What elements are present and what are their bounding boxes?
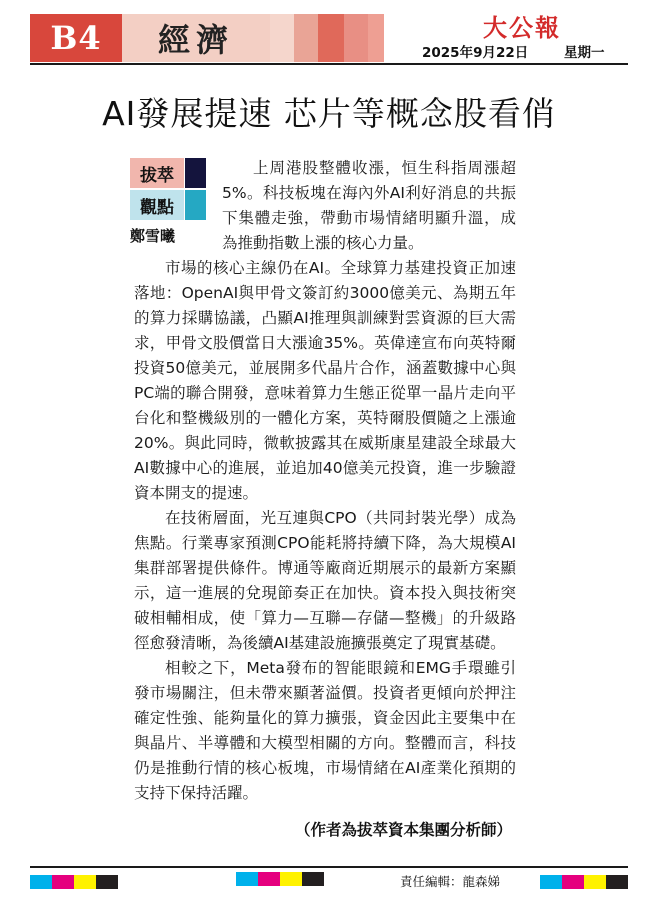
header-swatch [318,14,344,62]
registration-mark [96,875,118,889]
footer-divider [30,866,628,868]
registration-mark [52,875,74,889]
registration-mark [606,875,628,889]
article-headline: AI發展提速 芯片等概念股看俏 [102,94,556,133]
article-paragraph: 上周港股整體收漲，恒生科指周漲超5%。科技板塊在海內外AI利好消息的共振下集體走強，帶動市場情緒明顯升溫，成為推動指數上漲的核心力量。 [222,159,516,252]
author-byline: 鄭雪曦 [130,227,176,245]
registration-mark [30,875,52,889]
article-body [134,256,516,806]
registration-mark [540,875,562,889]
column-name-line1: 拔萃 [130,158,184,188]
column-badge [130,158,206,254]
registration-mark [74,875,96,889]
editor-credit: 責任編輯：龍森娣 [400,874,501,889]
column-name-line2: 觀點 [130,190,184,220]
issue-weekday: 星期一 [564,45,605,61]
registration-mark [562,875,584,889]
header-swatch [294,14,318,62]
registration-mark [302,872,324,886]
section-title: 經濟 [122,14,270,62]
registration-mark [258,872,280,886]
article-paragraph: 相較之下，Meta發布的智能眼鏡和EMG手環雖引發市場關注，但未帶來顯著溢價。投資者更傾向於押注確定性強、能夠量化的算力擴張，資金因此主要集中在與晶片、半導體和大模型相關的方向。整體而言，科技仍是推動行情的核心板塊，市場情緒在AI產業化預期的支持下保持活躍。 [134,659,516,802]
registration-mark [584,875,606,889]
masthead-logo: 大公報 [483,13,561,42]
registration-mark [280,872,302,886]
header-swatch [270,14,294,62]
registration-mark [236,872,258,886]
issue-date: 2025年9月22日 [422,45,529,61]
article-paragraph: 在技術層面，光互連與CPO（共同封裝光學）成為焦點。行業專家預測CPO能耗將持續下降，為大規模AI集群部署提供條件。博通等廠商近期展示的最新方案顯示，這一進展的兌現節奏正在加快。資本投入與技術突破相輔相成，使「算力—互聯—存儲—整機」的升級路徑愈發清晰，為後續AI基建設施擴張奠定了現實基礎。 [134,509,516,652]
page-number: B4 [30,14,122,62]
author-note: （作者為拔萃資本集團分析師） [294,821,512,839]
header-swatch [344,14,368,62]
page-header [30,14,628,66]
header-divider [30,63,628,65]
badge-accent-teal [185,190,206,220]
article-paragraph: 市場的核心主線仍在AI。全球算力基建投資正加速落地：OpenAI與甲骨文簽訂約3000億美元、為期五年的算力採購協議，凸顯AI推理與訓練對雲資源的巨大需求，甲骨文股價當日大漲逾35%。英偉達宣布向英特爾投資50億美元，並展開多代晶片合作，涵蓋數據中心與PC端的聯合開發，意味着算力生態正從單一晶片走向平台化和整機級別的一體化方案，英特爾股價隨之上漲逾20%。與此同時，微軟披露其在威斯康星建設全球最大AI數據中心的進展，並追加40億美元投資，進一步驗證資本開支的提速。 [134,259,516,502]
header-swatch [368,14,384,62]
badge-accent-dark [185,158,206,188]
